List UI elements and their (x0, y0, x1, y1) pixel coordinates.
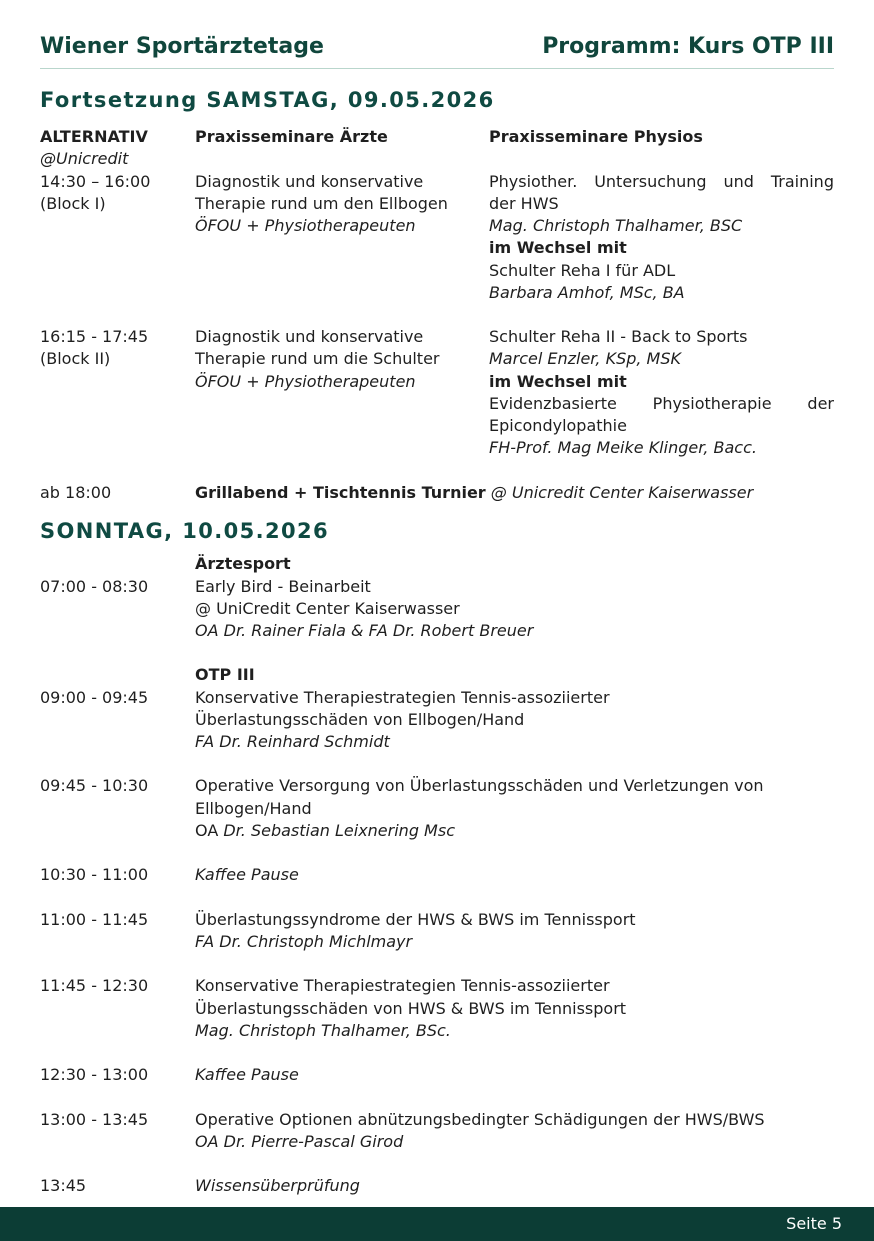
event-title: Wiener Sportärztetage (40, 34, 324, 59)
session-location: @ UniCredit Center Kaiserwasser (195, 599, 460, 618)
program-title: Programm: Kurs OTP III (542, 34, 834, 59)
evening-location: @ Unicredit Center Kaiserwasser (485, 483, 754, 502)
session-title-line: Überlastungssyndrome der HWS & BWS im Tennissport (195, 910, 636, 929)
session-time: 11:45 - 12:30 (40, 976, 149, 995)
sport-heading: Ärztesport (195, 554, 291, 573)
session-speaker-line (195, 820, 455, 842)
physio-title-end: der HWS (489, 194, 559, 213)
seminar-title-line: Therapie rund um den Ellbogen (195, 194, 448, 213)
col-header-time: ALTERNATIV (40, 127, 148, 146)
alternate-label: im Wechsel mit (489, 238, 627, 257)
seminar-title-line: Diagnostik und konservative (195, 327, 424, 346)
word: Physiotherapie (652, 394, 772, 413)
otp-heading: OTP III (195, 665, 255, 684)
session-time: 13:00 - 13:45 (40, 1110, 149, 1129)
col-header-physios: Praxisseminare Physios (489, 127, 703, 146)
word: Training (770, 172, 834, 191)
physio-speaker: Marcel Enzler, KSp, MSK (489, 349, 682, 368)
physio2-title: Schulter Reha I für ADL (489, 261, 676, 280)
session-time: 07:00 - 08:30 (40, 577, 149, 596)
seminar-speaker: ÖFOU + Physiotherapeuten (195, 216, 416, 235)
physio-title-justified (489, 171, 834, 193)
session-title-line: Konservative Therapiestrategien Tennis-assoziierter (195, 688, 610, 707)
seminar-title-line: Therapie rund um die Schulter (195, 349, 440, 368)
physio2-speaker: Barbara Amhof, MSc, BA (489, 283, 685, 302)
physio2-title-justified (489, 393, 834, 415)
coffee-break: Kaffee Pause (195, 1065, 299, 1084)
session-time: 11:00 - 11:45 (40, 910, 149, 929)
physio2-speaker: FH-Prof. Mag Meike Klinger, Bacc. (489, 438, 757, 457)
session-title-line: Konservative Therapiestrategien Tennis-assoziierter (195, 976, 610, 995)
word: Physiother. (489, 172, 578, 191)
session-title-line: Operative Versorgung von Überlastungsschäden und Verletzungen von (195, 776, 764, 795)
knowledge-check: Wissensüberprüfung (195, 1176, 360, 1195)
block-label: (Block I) (40, 194, 106, 213)
page-number: Seite 5 (786, 1214, 842, 1233)
seminar-title-line: Diagnostik und konservative (195, 172, 424, 191)
session-time: 09:00 - 09:45 (40, 688, 149, 707)
session-speaker: OA Dr. Pierre-Pascal Girod (195, 1132, 404, 1151)
session-speaker: FA Dr. Reinhard Schmidt (195, 732, 390, 751)
block-time: 14:30 – 16:00 (40, 172, 151, 191)
sunday-heading: SONNTAG, 10.05.2026 (40, 519, 330, 543)
session-speaker: Mag. Christoph Thalhamer, BSc. (195, 1021, 451, 1040)
evening-title: Grillabend + Tischtennis Turnier (195, 483, 486, 502)
saturday-heading: Fortsetzung SAMSTAG, 09.05.2026 (40, 88, 495, 112)
session-time: 09:45 - 10:30 (40, 776, 149, 795)
col-header-time-sub: @Unicredit (40, 149, 129, 168)
page-footer (0, 1207, 874, 1241)
session-time: 12:30 - 13:00 (40, 1065, 149, 1084)
session-title-line: Überlastungsschäden von Ellbogen/Hand (195, 710, 525, 729)
physio2-title-end: Epicondylopathie (489, 416, 627, 435)
alternate-label: im Wechsel mit (489, 372, 627, 391)
session-title-line: Überlastungsschäden von HWS & BWS im Tennissport (195, 999, 627, 1018)
session-speaker: Dr. Sebastian Leixnering Msc (223, 821, 455, 840)
evening-time: ab 18:00 (40, 483, 112, 502)
page-header (40, 32, 834, 69)
evening-event (195, 482, 753, 504)
word: Untersuchung (594, 172, 707, 191)
col-header-doctors: Praxisseminare Ärzte (195, 127, 388, 146)
session-time: 13:45 (40, 1176, 87, 1195)
word: Evidenzbasierte (489, 394, 617, 413)
speaker-prefix: OA (195, 821, 224, 840)
word: der (807, 394, 834, 413)
session-time: 10:30 - 11:00 (40, 865, 149, 884)
session-speaker: OA Dr. Rainer Fiala & FA Dr. Robert Breuer (195, 621, 534, 640)
coffee-break: Kaffee Pause (195, 865, 299, 884)
block-label: (Block II) (40, 349, 111, 368)
physio-title: Schulter Reha II - Back to Sports (489, 327, 748, 346)
word: und (723, 172, 754, 191)
session-title-line: Operative Optionen abnützungsbedingter Schädigungen der HWS/BWS (195, 1110, 765, 1129)
seminar-speaker: ÖFOU + Physiotherapeuten (195, 372, 416, 391)
block-time: 16:15 - 17:45 (40, 327, 149, 346)
physio-speaker: Mag. Christoph Thalhamer, BSC (489, 216, 743, 235)
session-title-line: Ellbogen/Hand (195, 799, 312, 818)
session-title: Early Bird - Beinarbeit (195, 577, 371, 596)
session-speaker: FA Dr. Christoph Michlmayr (195, 932, 413, 951)
